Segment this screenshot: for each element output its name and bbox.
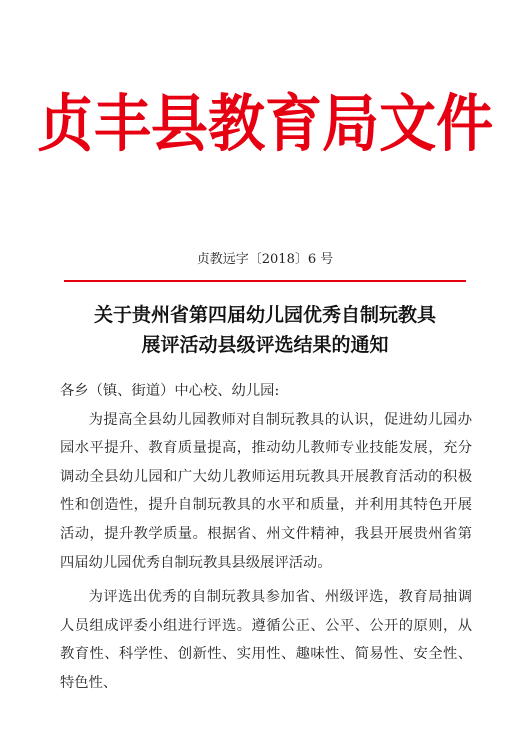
paragraph-1: 为提高全县幼儿园教师对自制玩教具的认识，促进幼儿园办园水平提升、教育质量提高，推动幼儿教师专业技能发展，充分调动全县幼儿园和广大幼儿教师运用玩教具开展教育活动的积极性和创造性，提升自制玩教具的水平和质量，并利用其特色开展活动，提升教学质量。根据省、州文件精神，我县开展贵州省第四届幼儿园优秀自制玩教具县级展评活动。 bbox=[60, 411, 472, 571]
red-divider-rule bbox=[64, 280, 466, 282]
document-number: 贞教远字〔2018〕6 号 bbox=[196, 252, 334, 267]
document-title bbox=[0, 300, 530, 360]
masthead-title: 贞丰县教育局文件 bbox=[36, 87, 494, 160]
document-body bbox=[60, 377, 472, 698]
paragraph-2: 为评选出优秀的自制玩教具参加省、州级评选，教育局抽调人员组成评委小组进行评选。遵循公正、公平、公开的原则，从教育性、科学性、创新性、实用性、趣味性、简易性、安全性、特色性、 bbox=[60, 589, 472, 691]
title-line-2: 展评活动县级评选结果的通知 bbox=[141, 334, 389, 356]
title-line-1: 关于贵州省第四届幼儿园优秀自制玩教具 bbox=[93, 304, 436, 326]
salutation: 各乡（镇、街道）中心校、幼儿园: bbox=[60, 383, 280, 399]
